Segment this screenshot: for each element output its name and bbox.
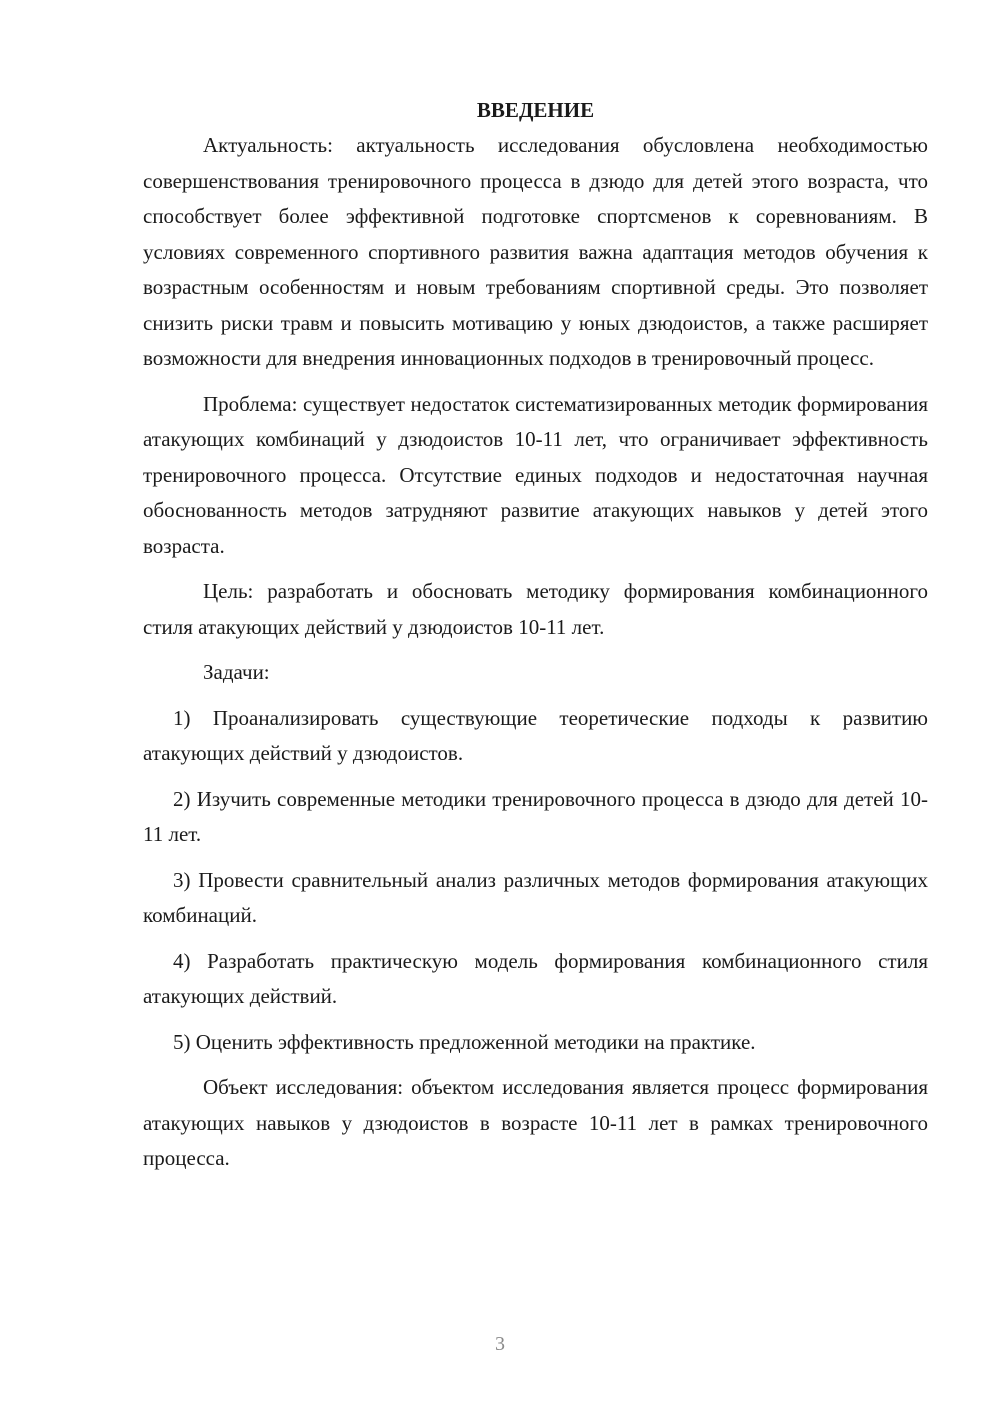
paragraph-problem: Проблема: существует недостаток систематизированных методик формирования атакующих комбинаций у дзюдоистов 10-11 лет, что ограничивает эффективность тренировочного процесса. Отсутствие единых подходов и недостаточная научная обоснованность методов затрудняют развитие атакующих навыков у детей этого возраста. [143, 391, 928, 558]
page-number: 3 [495, 1333, 505, 1355]
task-item-4: 4) Разработать практическую модель формирования комбинационного стиля атакующих действий. [143, 948, 928, 1008]
paragraph-goal: Цель: разработать и обосновать методику формирования комбинационного стиля атакующих действий у дзюдоистов 10-11 лет. [143, 579, 928, 639]
paragraph-relevance: Актуальность: актуальность исследования обусловлена необходимостью совершенствования тренировочного процесса в дзюдо для детей этого возраста, что способствует более эффективной подготовке спортсменов к соревнованиям. В условиях современного спортивного развития важна адаптация методов обучения к возрастным особенностям и новым требованиям спортивной среды. Это позволяет снизить риски травм и повысить мотивацию у юных дзюдоистов, а также расширяет возможности для внедрения инновационных подходов в тренировочный процесс. [143, 133, 928, 370]
tasks-heading: Задачи: [203, 660, 270, 684]
page-title: ВВЕДЕНИЕ [476, 98, 595, 122]
task-item-1: 1) Проанализировать существующие теоретические подходы к развитию атакующих действий у дзюдоистов. [143, 705, 928, 765]
task-item-5: 5) Оценить эффективность предложенной методики на практике. [173, 1029, 756, 1054]
paragraph-object: Объект исследования: объектом исследования является процесс формирования атакующих навыков у дзюдоистов в возрасте 10-11 лет в рамках тренировочного процесса. [143, 1075, 928, 1170]
task-item-2: 2) Изучить современные методики тренировочного процесса в дзюдо для детей 10-11 лет. [143, 786, 928, 846]
task-item-3: 3) Провести сравнительный анализ различных методов формирования атакующих комбинаций. [143, 867, 928, 927]
document-page [143, 92, 928, 1177]
